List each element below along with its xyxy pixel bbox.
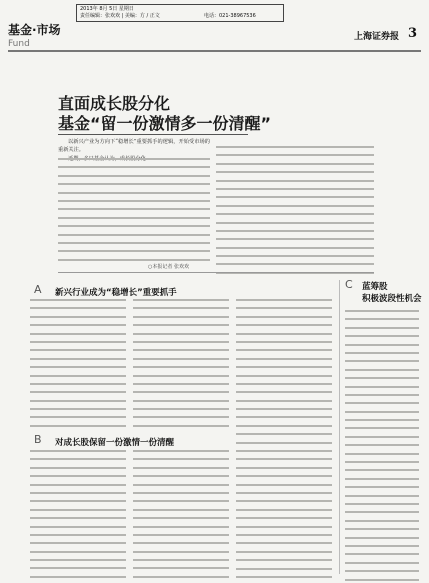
section-b-col1-text (30, 450, 126, 583)
section-c-letter: C (345, 278, 353, 291)
masthead (0, 0, 429, 54)
editor-line: 责任编辑：张欢欢 | 美编：方 / 正文 (80, 13, 160, 19)
right-column-body-text (216, 146, 374, 280)
lead-body-text (58, 158, 210, 267)
date-line: 2013年 8月 5日 星期日 (80, 6, 134, 12)
page-number: 3 (407, 26, 417, 41)
section-c-heading-line2: 积极波段性机会 (362, 294, 422, 304)
section-a-col3-text (236, 299, 332, 583)
section-name: 基金·市场 (8, 23, 61, 37)
article-title-line2: 基金“留一份激情多一份清醒” (58, 114, 272, 133)
header-rule (8, 50, 421, 52)
section-a-heading: 新兴行业成为“稳增长”重要抓手 (55, 288, 177, 298)
byline: ○本报记者 张欢欢 (148, 264, 189, 270)
section-a-letter: A (34, 283, 42, 296)
section-c-text (345, 310, 419, 583)
paper-name: 上海证券报 (353, 32, 399, 42)
section-english: Fund (8, 39, 30, 49)
title-rule (58, 134, 248, 135)
section-b-col2-text (133, 450, 229, 583)
section-b-letter: B (34, 433, 42, 446)
section-a-col2-text (133, 299, 229, 433)
column-divider (339, 280, 340, 574)
section-separator (58, 272, 374, 273)
contact-line: 电话：021-38967536 (204, 13, 256, 19)
section-c-heading: 蓝筹股 (362, 282, 388, 292)
section-a-col1-text (30, 299, 126, 433)
section-b-heading: 对成长股保留一份激情一份清醒 (55, 438, 175, 448)
lead-paragraph: 以新兴产业为方向下“稳增长”重要抓手的逻辑，开始受市场的重新关注。 (58, 139, 210, 154)
article-title-line1: 直面成长股分化 (58, 94, 171, 113)
